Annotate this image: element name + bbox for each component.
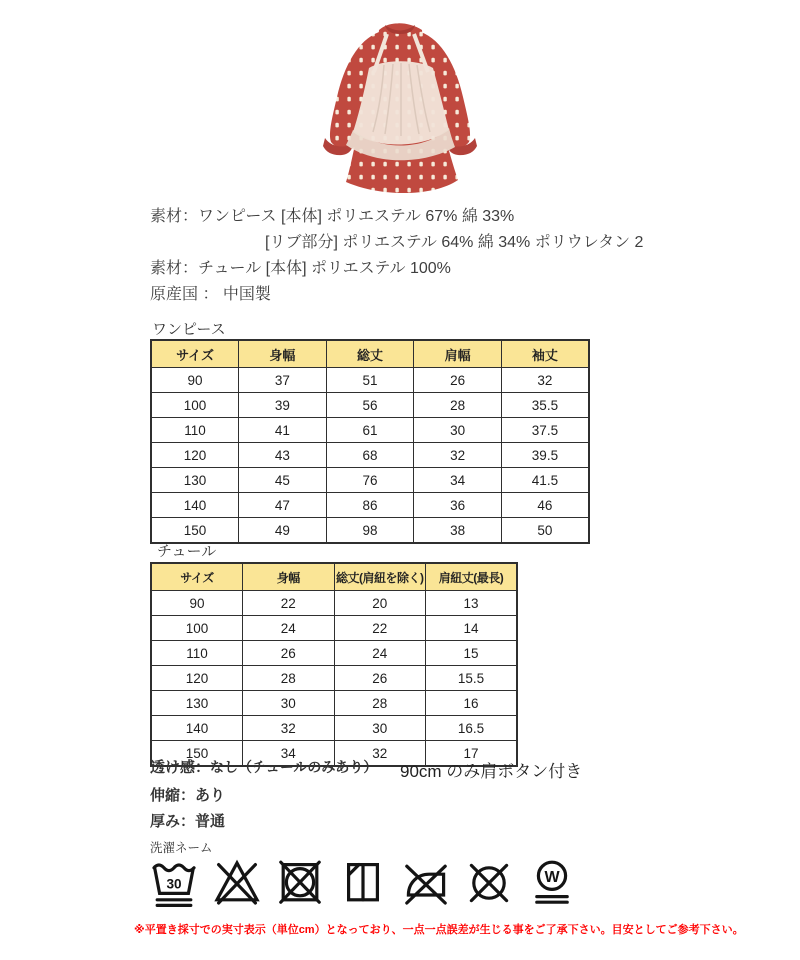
material-line-tulle: 素材：チュール [本体] ポリエステル 100% xyxy=(150,260,451,277)
size-table-title-tulle: チュール xyxy=(157,543,217,560)
table-cell: 90 xyxy=(151,591,243,616)
line-dry-in-shade-icon xyxy=(339,852,387,914)
table-cell: 14 xyxy=(426,616,518,641)
product-photo xyxy=(283,2,517,204)
no-tumble-dry-icon xyxy=(276,852,324,914)
table-cell: 41.5 xyxy=(501,468,589,493)
table-cell: 26 xyxy=(334,666,426,691)
table-cell: 86 xyxy=(326,493,414,518)
material-line-onepiece: 素材：ワンピース [本体] ポリエステル 67% 綿 33% xyxy=(150,208,515,225)
table-row xyxy=(151,393,589,418)
table-cell: 15 xyxy=(426,641,518,666)
table-header-cell: 総丈 xyxy=(326,340,414,368)
table-header-cell: サイズ xyxy=(151,340,239,368)
wash-30-very-gentle-icon xyxy=(150,852,198,914)
sheerness-value: なし（チュールのみあり） xyxy=(210,759,378,775)
care-label: 洗濯ネーム xyxy=(150,841,213,855)
table-cell: 90 xyxy=(151,368,239,393)
wet-clean-very-gentle-icon xyxy=(528,852,576,914)
table-header-cell: 肩幅 xyxy=(414,340,502,368)
table-cell: 41 xyxy=(239,418,327,443)
table-cell: 50 xyxy=(501,518,589,544)
table-header-cell: 身幅 xyxy=(243,563,335,591)
table-cell: 15.5 xyxy=(426,666,518,691)
table-cell: 39.5 xyxy=(501,443,589,468)
table-cell: 130 xyxy=(151,691,243,716)
table-cell: 24 xyxy=(334,641,426,666)
table-cell: 30 xyxy=(243,691,335,716)
no-bleach-icon xyxy=(213,852,261,914)
table-cell: 110 xyxy=(151,641,243,666)
measurement-disclaimer: ※平置き採寸での実寸表示（単位cm）となっており、一点一点誤差が生じる事をご了承下さい。目安としてご参考下さい。 xyxy=(134,924,744,936)
table-cell: 98 xyxy=(326,518,414,544)
table-cell: 28 xyxy=(414,393,502,418)
table-row xyxy=(151,691,517,716)
table-cell: 32 xyxy=(334,741,426,767)
table-cell: 34 xyxy=(243,741,335,767)
table-row xyxy=(151,518,589,544)
table-cell: 150 xyxy=(151,518,239,544)
care-symbols-row xyxy=(150,852,576,914)
shoulder-button-note: 90cm のみ肩ボタン付き xyxy=(400,762,583,781)
table-row xyxy=(151,641,517,666)
table-header-row xyxy=(151,340,589,368)
table-cell: 26 xyxy=(414,368,502,393)
table-row xyxy=(151,666,517,691)
table-row xyxy=(151,591,517,616)
table-cell: 43 xyxy=(239,443,327,468)
table-cell: 13 xyxy=(426,591,518,616)
table-header-row xyxy=(151,563,517,591)
table-cell: 100 xyxy=(151,616,243,641)
table-cell: 100 xyxy=(151,393,239,418)
table-cell: 76 xyxy=(326,468,414,493)
thickness-line: 厚み：普通 xyxy=(150,813,226,830)
table-cell: 45 xyxy=(239,468,327,493)
table-cell: 120 xyxy=(151,666,243,691)
table-cell: 140 xyxy=(151,493,239,518)
size-table-title-onepiece: ワンピース xyxy=(152,321,226,338)
table-cell: 140 xyxy=(151,716,243,741)
no-iron-icon xyxy=(402,852,450,914)
table-cell: 30 xyxy=(334,716,426,741)
table-cell: 28 xyxy=(334,691,426,716)
table-cell: 30 xyxy=(414,418,502,443)
table-cell: 38 xyxy=(414,518,502,544)
table-cell: 32 xyxy=(501,368,589,393)
svg-text:30: 30 xyxy=(166,876,182,892)
sheerness-line xyxy=(150,756,377,777)
table-cell: 26 xyxy=(243,641,335,666)
table-row xyxy=(151,468,589,493)
table-cell: 46 xyxy=(501,493,589,518)
svg-text:W: W xyxy=(544,869,560,887)
table-row xyxy=(151,616,517,641)
table-cell: 16 xyxy=(426,691,518,716)
country-of-origin: 原産国 ： 中国製 xyxy=(150,286,271,303)
table-cell: 28 xyxy=(243,666,335,691)
table-header-cell: 袖丈 xyxy=(501,340,589,368)
table-row xyxy=(151,443,589,468)
table-cell: 120 xyxy=(151,443,239,468)
table-cell: 34 xyxy=(414,468,502,493)
table-cell: 22 xyxy=(334,616,426,641)
table-row xyxy=(151,418,589,443)
table-cell: 24 xyxy=(243,616,335,641)
no-dry-clean-icon xyxy=(465,852,513,914)
table-cell: 130 xyxy=(151,468,239,493)
table-header-cell: サイズ xyxy=(151,563,243,591)
table-cell: 35.5 xyxy=(501,393,589,418)
table-cell: 47 xyxy=(239,493,327,518)
size-table-onepiece xyxy=(150,339,590,544)
table-cell: 51 xyxy=(326,368,414,393)
table-row xyxy=(151,493,589,518)
table-cell: 36 xyxy=(414,493,502,518)
table-cell: 39 xyxy=(239,393,327,418)
table-header-cell: 肩紐丈(最長) xyxy=(426,563,518,591)
table-cell: 22 xyxy=(243,591,335,616)
materials-block xyxy=(150,204,643,308)
table-cell: 56 xyxy=(326,393,414,418)
table-cell: 110 xyxy=(151,418,239,443)
table-cell: 49 xyxy=(239,518,327,544)
material-line-rib: [リブ部分] ポリエステル 64% 綿 34% ポリウレタン 2 xyxy=(265,234,644,251)
table-cell: 20 xyxy=(334,591,426,616)
table-cell: 37.5 xyxy=(501,418,589,443)
table-cell: 17 xyxy=(426,741,518,767)
table-cell: 32 xyxy=(414,443,502,468)
dress-illustration xyxy=(283,2,517,202)
stretch-line: 伸縮：あり xyxy=(150,787,226,804)
table-row xyxy=(151,368,589,393)
table-cell: 61 xyxy=(326,418,414,443)
table-cell: 32 xyxy=(243,716,335,741)
size-table-tulle xyxy=(150,562,518,767)
sheerness-label: 透け感： xyxy=(150,759,211,776)
table-header-cell: 総丈(肩紐を除く) xyxy=(334,563,426,591)
table-cell: 16.5 xyxy=(426,716,518,741)
table-row xyxy=(151,716,517,741)
table-cell: 150 xyxy=(151,741,243,767)
table-header-cell: 身幅 xyxy=(239,340,327,368)
table-cell: 68 xyxy=(326,443,414,468)
table-cell: 37 xyxy=(239,368,327,393)
